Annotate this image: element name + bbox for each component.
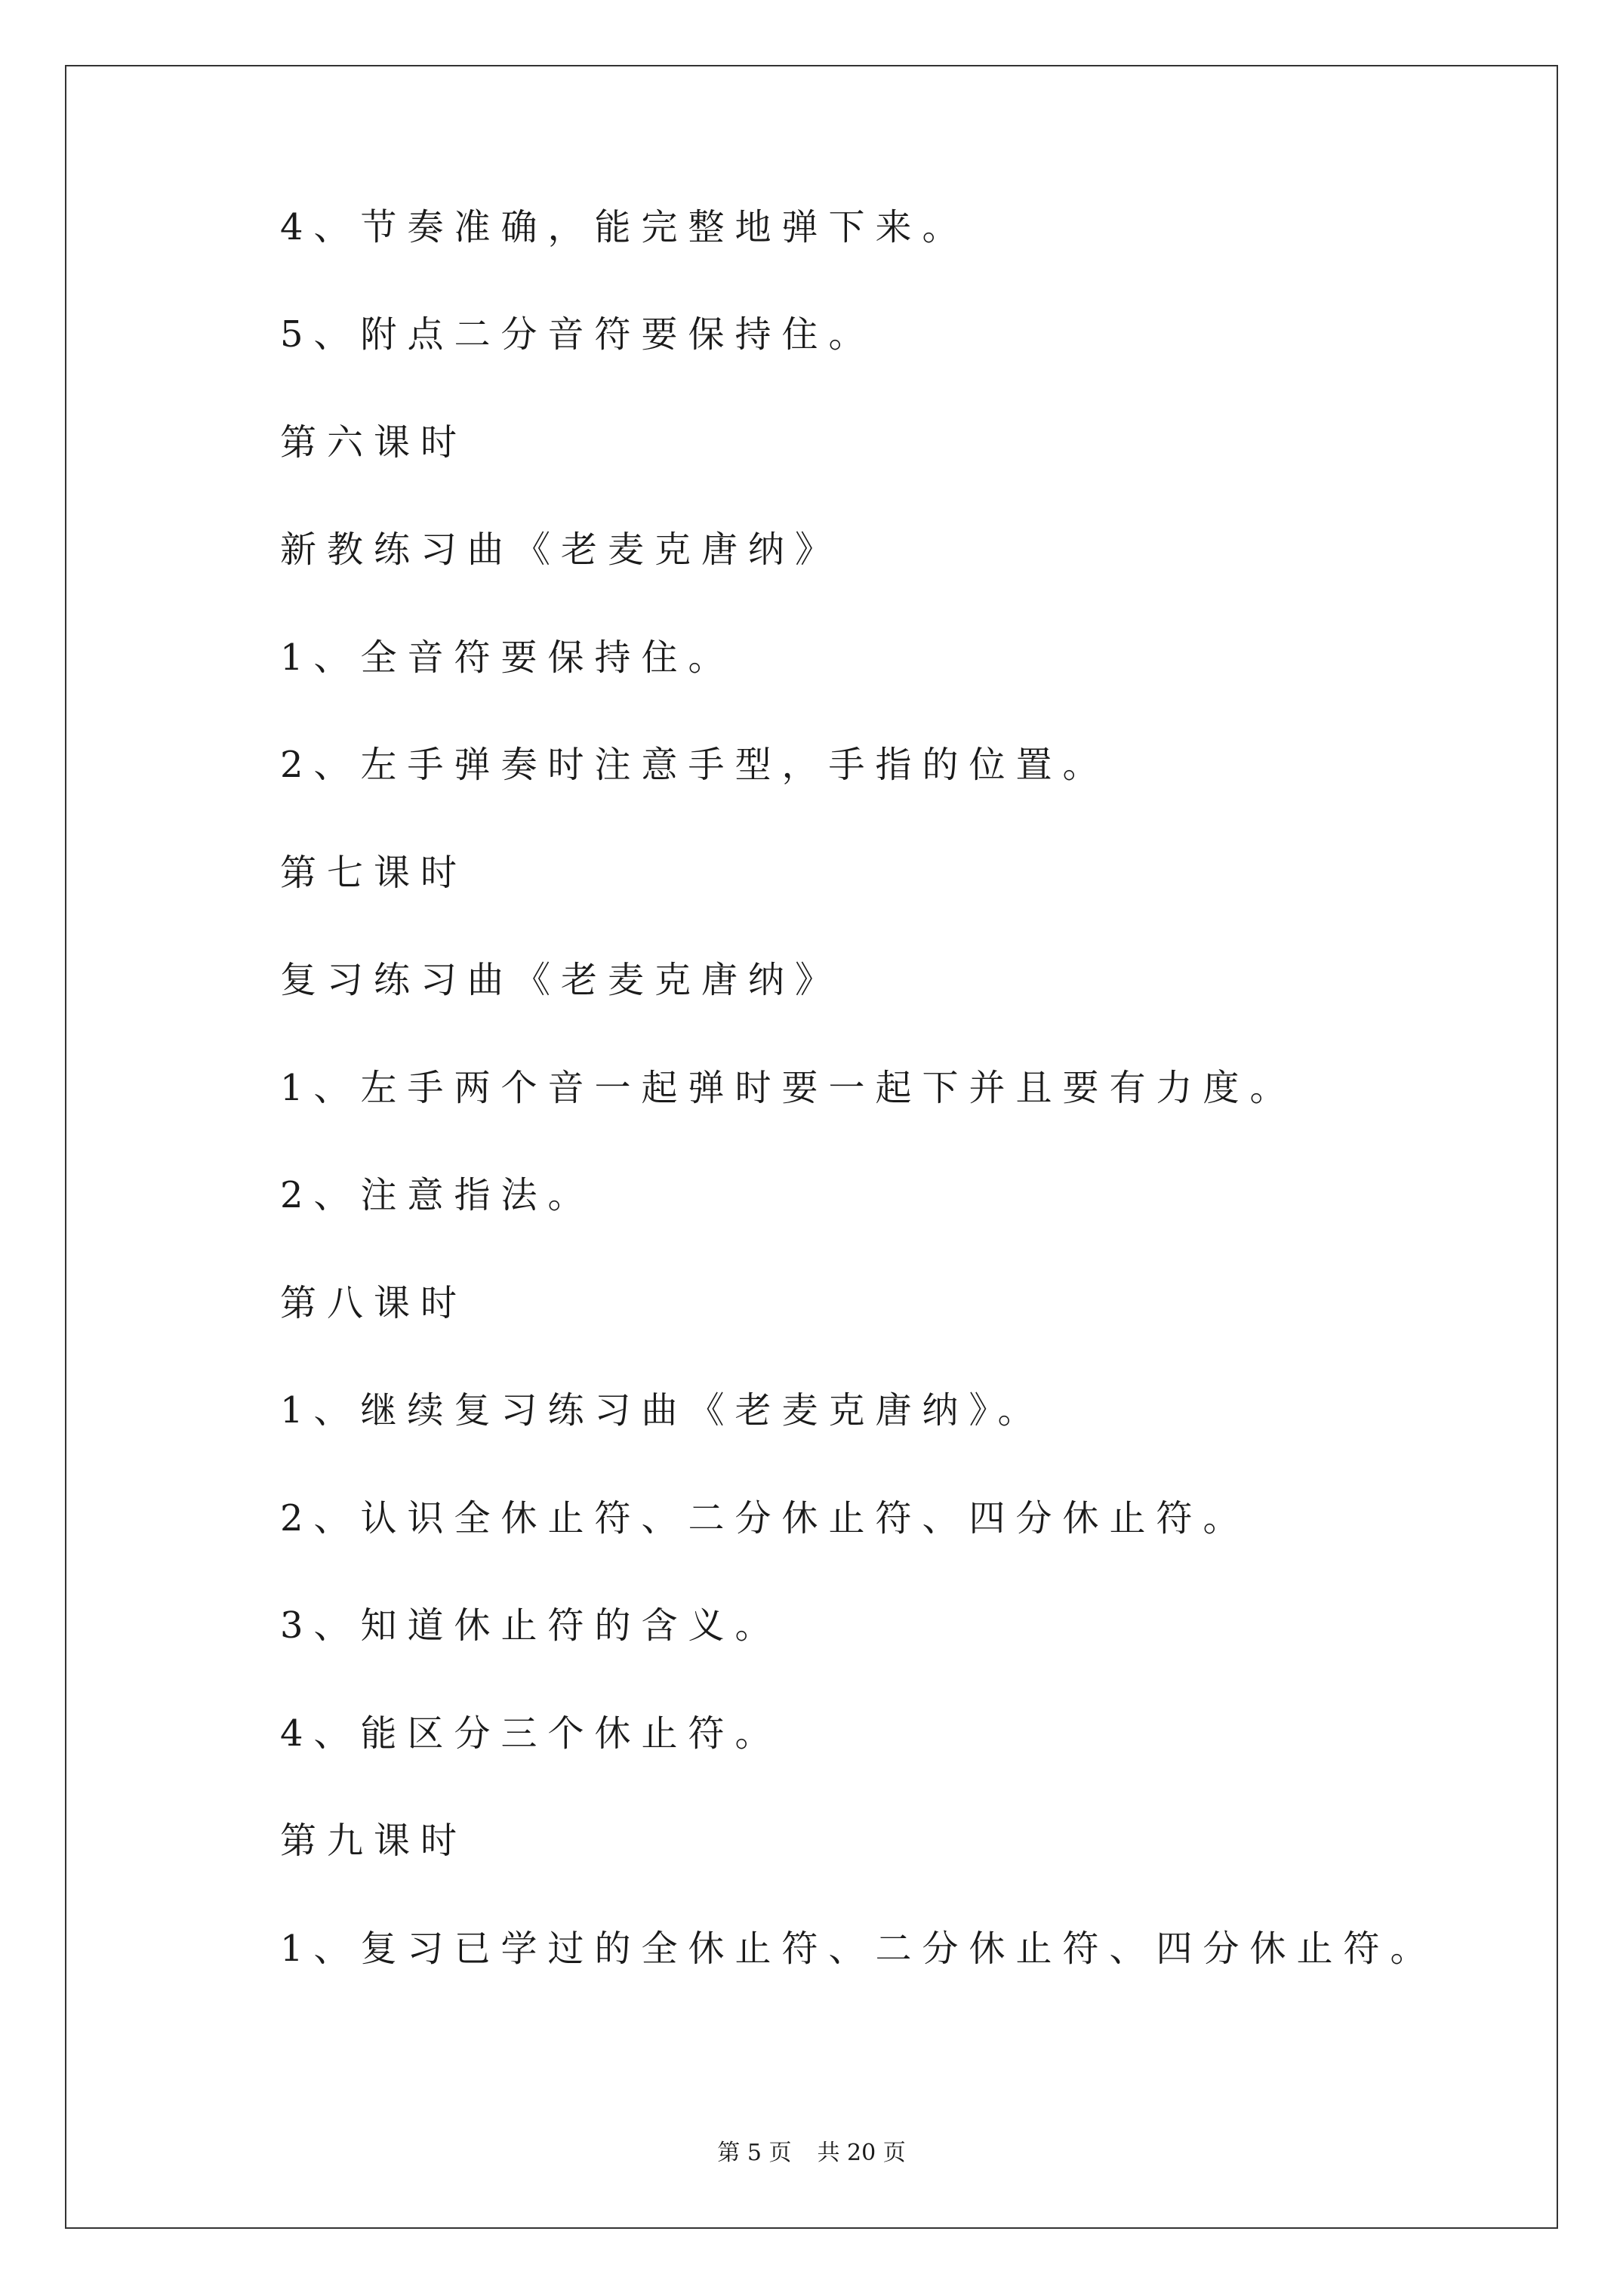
line-item: 4、能区分三个休止符。 [280,1712,782,1755]
document-body [280,205,1488,2053]
section-heading: 第八课时 [280,1281,468,1324]
page-total: 共 20 页 [817,2140,906,2166]
line-item: 2、左手弹奏时注意手型，手指的位置。 [280,744,1110,787]
section-heading: 第六课时 [280,421,468,464]
line-item: 3、知道休止符的含义。 [280,1604,782,1647]
line-item: 5、附点二分音符要保持住。 [280,313,876,356]
section-heading: 第九课时 [280,1820,468,1863]
line-item: 1、复习已学过的全休止符、二分休止符、四分休止符。 [280,1927,1437,1970]
page-number: 第 5 页 [717,2140,792,2166]
line-item: 复习练习曲《老麦克唐纳》 [280,959,842,1002]
line-item: 1、继续复习练习曲《老麦克唐纳》。 [280,1389,1045,1432]
line-item: 1、全音符要保持住。 [280,636,735,679]
line-item: 2、注意指法。 [280,1174,595,1217]
line-item: 新教练习曲《老麦克唐纳》 [280,529,842,572]
section-heading: 第七课时 [280,851,468,894]
line-item: 4、节奏准确，能完整地弹下来。 [280,205,969,248]
page-footer [0,2134,1623,2167]
line-item: 2、认识全休止符、二分休止符、四分休止符。 [280,1496,1250,1539]
line-item: 1、左手两个音一起弹时要一起下并且要有力度。 [280,1066,1297,1109]
